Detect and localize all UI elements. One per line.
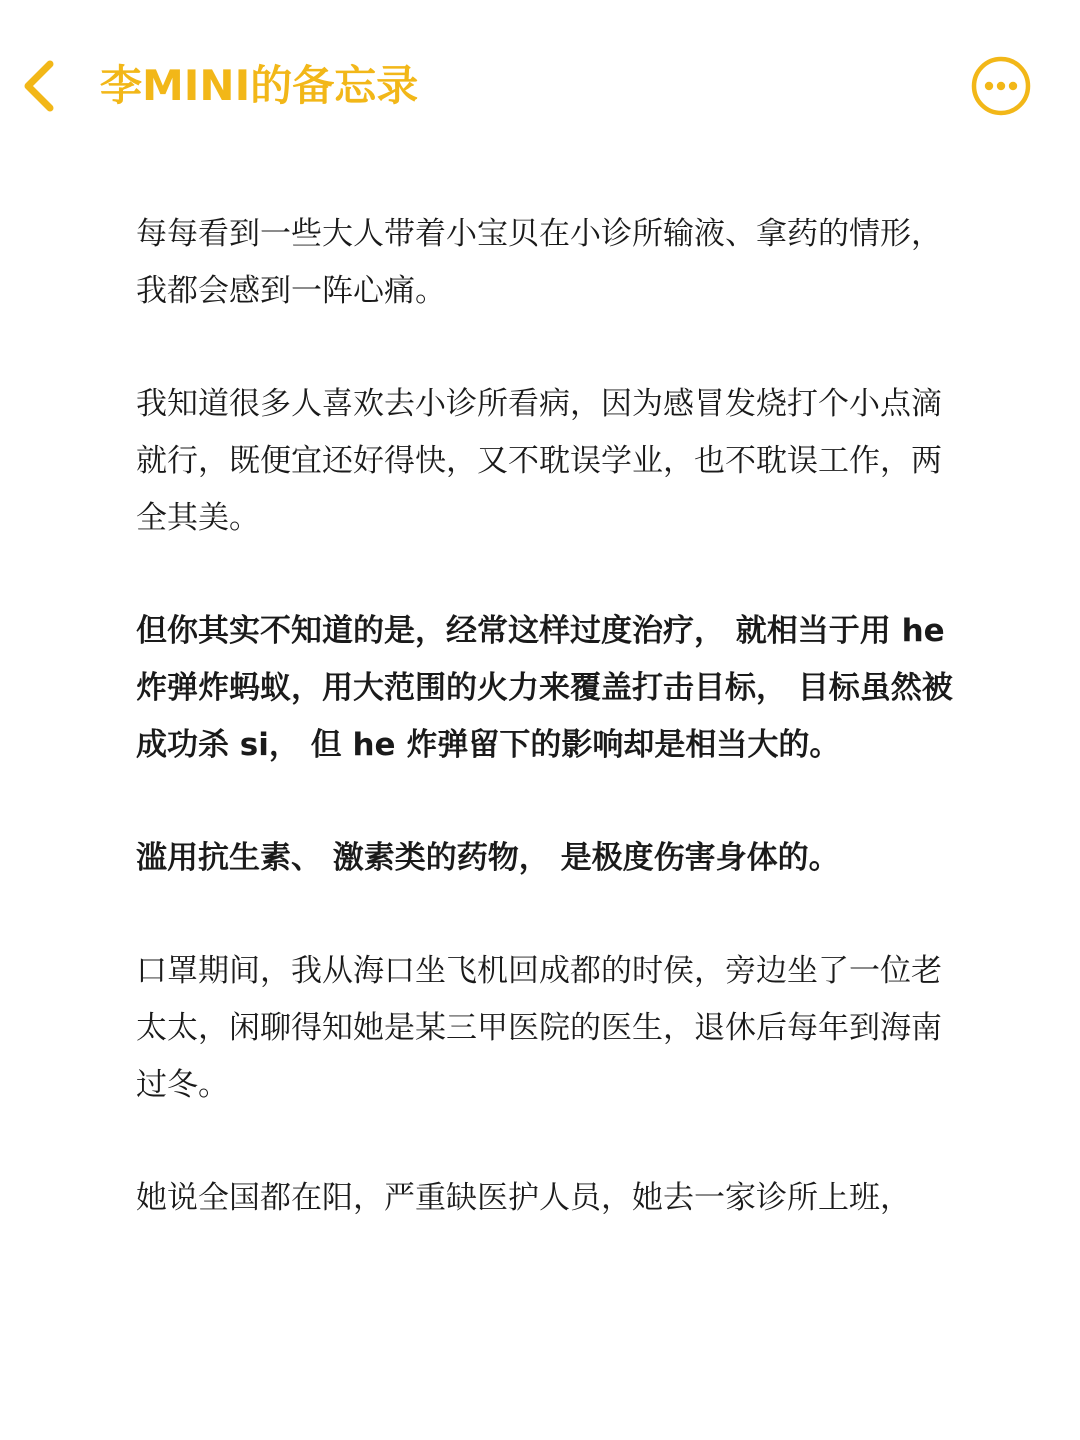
memo-body: [136, 206, 966, 1227]
memo-paragraph-4: 滥用抗生素、 激素类的药物， 是极度伤害身体的。: [136, 840, 840, 876]
memo-paragraph-2: 我知道很多人喜欢去小诊所看病，因为感冒发烧打个小点滴就行，既便宜还好得快，又不耽误学业，也不耽误工作，两全其美。: [136, 386, 942, 536]
memo-paragraph-6: 她说全国都在阳，严重缺医护人员，她去一家诊所上班，: [136, 1180, 911, 1216]
memo-paragraph-1: 每每看到一些大人带着小宝贝在小诊所输液、拿药的情形，我都会感到一阵心痛。: [136, 216, 942, 309]
memo-paragraph-3: 但你其实不知道的是，经常这样过度治疗， 就相当于用 he 炸弹炸蚂蚁，用大范围的火力来覆盖打击目标， 目标虽然被成功杀 si， 但 he 炸弹留下的影响却是相当大的。: [136, 613, 953, 763]
chevron-left-icon: [18, 56, 62, 116]
app-header: [0, 0, 1080, 170]
more-horizontal-icon: [970, 55, 1032, 117]
page-title: 李MINI的备忘录: [100, 61, 419, 110]
back-button[interactable]: [18, 56, 62, 116]
memo-paragraph-5: 口罩期间，我从海口坐飞机回成都的时侯，旁边坐了一位老太太，闲聊得知她是某三甲医院的医生，退休后每年到海南过冬。: [136, 953, 942, 1103]
more-options-button[interactable]: [970, 55, 1032, 117]
